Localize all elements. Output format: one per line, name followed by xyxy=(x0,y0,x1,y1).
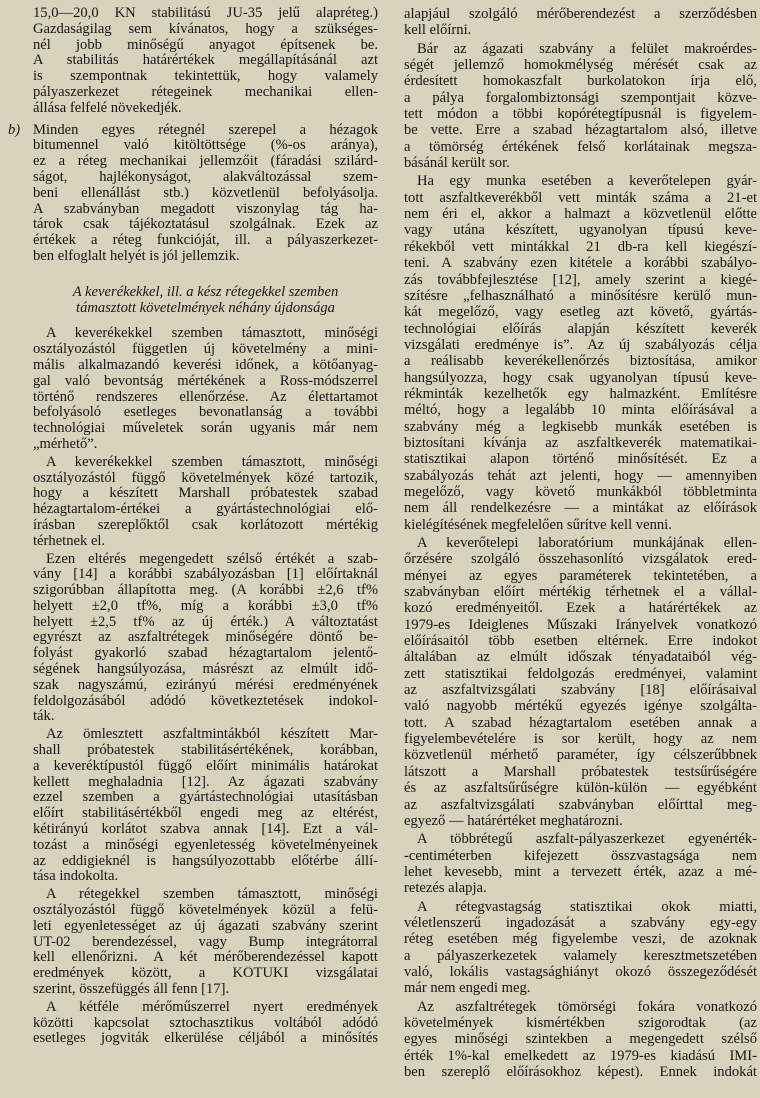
text-line: A keverékekkel szemben támasztott, minőségi xyxy=(46,454,378,470)
text-line: a reálisabb keverékellenőrzés biztosítása, amikor xyxy=(404,353,757,370)
text-line: shall próbatestek stabilitásértékének, korábban, xyxy=(33,743,378,759)
text-line: folyást gyakorló szabad hézagtartalom jelentő- xyxy=(33,646,378,662)
text-line: teni. A szabvány ezen kitétele a korábbi szabályo- xyxy=(404,255,757,272)
text-line: szerint, összefüggés áll fenn [17]. xyxy=(33,982,230,998)
text-line: egyes minőségi szintekben a megengedett szélső xyxy=(404,1031,757,1048)
paragraph xyxy=(33,1000,378,1047)
text-line: biztosítani kívánja az aszfaltkeverék matematikai- xyxy=(404,434,757,451)
text-line: lehet kevesebb, mint a tervezett érték, azaz a mé- xyxy=(404,863,757,880)
text-line: látszott a Marshall próbatestek testsűrűségére xyxy=(404,763,757,780)
text-line: előírt stabilitásértékből engedi meg az eltérést, xyxy=(33,806,378,822)
text-line: szabványban előírt mértékig térhetnek el a vállal- xyxy=(404,584,757,601)
text-line: alapjául szolgáló mérőberendezést a szerződésben xyxy=(404,6,757,22)
paragraph xyxy=(404,535,757,829)
text-line: A keverékekkel szemben támasztott, minőségi xyxy=(46,326,378,342)
list-item xyxy=(8,121,378,265)
paragraph xyxy=(404,899,757,997)
text-line: nél jobb minőségű anyagot építsenek be. xyxy=(33,37,378,53)
text-line: szabvány még a legkisebb munkák esetében is xyxy=(404,418,757,435)
text-line: leti egyenletességet az új ágazati szabvány szerint xyxy=(33,918,378,934)
text-line: zás továbbfejlesztése [12], amely szerint a kiegé- xyxy=(404,271,757,288)
text-line: pályaszerkezet rétegeinek mechanikai ellen- xyxy=(33,84,378,100)
text-line: osztályozástól független új követelmény a mini- xyxy=(33,342,378,358)
text-line: Ha egy munka esetében a keverőtelepen gyár- xyxy=(417,173,757,190)
text-line: ezzel szemben a gyártástechnológiai utasításban xyxy=(33,790,378,806)
text-line: méltó, hogy a legalább 10 minta előírásával a xyxy=(404,402,757,419)
text-line: nem éri el, akkor a halmazt a közvetlenül előtte xyxy=(404,206,757,223)
text-line: 15,0—20,0 KN stabilitású JU-35 jelű alapréteg.) xyxy=(33,6,378,21)
text-line: már nem engedi meg. xyxy=(404,980,531,997)
text-line: tása indokolta. xyxy=(33,869,119,885)
text-line: ményei az egyes paraméterek tekintetében, a xyxy=(404,567,757,584)
text-line: bitumennel való kitöltöttsége (%-os aránya), xyxy=(33,138,378,154)
text-line: követelmények kismértékben szigorodtak (az xyxy=(404,1014,757,1031)
text-line: a keveréktípustól függő előírt minimális határokat xyxy=(33,758,378,774)
text-line: befolyásoló esetleges bevonatlanság a további xyxy=(33,405,378,421)
text-line: retezés alapja. xyxy=(404,880,487,897)
text-line: a tömörség értékének felső korlátainak megsza- xyxy=(404,138,757,155)
text-line: A rétegvastagság statisztikai okok miatti, xyxy=(417,898,757,915)
text-line: vagy utána készített, ugyanolyan típusú keve- xyxy=(404,222,757,239)
text-line: előírásaitól több esetben eltérnek. Erre indokot xyxy=(404,633,757,650)
text-line: UT-02 berendezéssel, vagy Bump integrátorral xyxy=(33,934,378,950)
text-line: básánál került sor. xyxy=(404,155,510,172)
text-line: szabályozás tehát azt jelenti, hogy — amennyiben xyxy=(404,467,757,484)
paragraph xyxy=(33,887,378,998)
text-line: érdesített homokaszfalt burkolatokon írja elő, xyxy=(404,73,757,90)
paragraph xyxy=(404,831,757,896)
paragraph xyxy=(33,727,378,885)
text-line: rékminták kezelhetők egy halmazként. Említésre xyxy=(404,385,757,402)
text-line: A keverőtelepi laboratórium munkájának ellen- xyxy=(417,535,757,551)
text-line: 1979-es Ideiglenes Műszaki Irányelvek vonatkozó xyxy=(404,616,757,633)
paragraph xyxy=(33,6,378,117)
paragraph xyxy=(33,326,378,452)
text-line: az aszfaltvizsgálati szabvány [18] előírásaival xyxy=(404,682,757,699)
text-line: réteg esetében még figyelembe veszi, de azoknak xyxy=(404,931,757,948)
text-line: nem áll rendelkezésre — a mintákat az előírások xyxy=(404,500,757,517)
text-line: a pályaszerkezetek valamely keresztmetszetében xyxy=(404,947,757,964)
text-line: -centiméterben kifejezett összvastagsága nem xyxy=(404,847,757,864)
text-line: az aszfaltvizsgálati szabványban előírttal meg- xyxy=(404,796,757,813)
text-line: Az aszfaltrétegek tömörségi fokára vonatkozó xyxy=(417,998,757,1015)
text-line: és az aszfaltsűrűségre külön-külön — egyébként xyxy=(404,780,757,797)
text-line: hézagtartalom-értékei a gyártástechnológiai elő- xyxy=(33,502,378,518)
text-line: esetleges jogviták elkerülése céljából a minősítés xyxy=(33,1031,378,1047)
text-line: technológiai műveletek során ugyanis már nem xyxy=(33,421,378,437)
text-line: statisztikai alapon történő minősítését. Ez a xyxy=(404,451,757,468)
text-line: szigorúbban állapította meg. (A korábbi ±2,6 tf% xyxy=(33,583,378,599)
text-line: beni ellenállást stb.) közvetlenül befolyásolja. xyxy=(33,185,378,201)
text-line: írásban szereplőktől csak korlátozott mértékig xyxy=(33,517,378,533)
text-line: A keverékekkel, ill. a kész rétegekkel szemben xyxy=(72,284,339,300)
text-line: A rétegekkel szemben támasztott, minőségi xyxy=(46,887,378,903)
text-line: tott aszfaltkeverékből vett minták száma a 21-et xyxy=(404,189,757,206)
text-line: kát megelőző, vagy esetleg azt követő, gyártás- xyxy=(404,304,757,321)
text-line: ben elfoglalt helyét is jól jellemzik. xyxy=(33,248,240,264)
text-line: megelőző, vagy követő munkákból többletminta xyxy=(404,483,757,500)
left-column xyxy=(8,6,378,1047)
text-line: feldolgozásából adódó következtetések indokol- xyxy=(33,693,378,709)
text-line: „mérhető”. xyxy=(33,436,98,452)
text-line: érték 1%-kal emelkedett az 1979-es kiadású IMI- xyxy=(404,1047,757,1064)
text-line: A szabványban megadott viszonylag tág ha- xyxy=(33,201,378,217)
text-line: értékek a réteg funkcióját, ill. a pályaszerkezet- xyxy=(33,233,378,249)
text-line: eredmények között, a KÖTUKI vizsgálatai xyxy=(33,966,378,982)
right-column xyxy=(404,6,757,1080)
text-line: hogy a készített Marshall próbatestek szabad xyxy=(33,486,378,502)
text-line: egyező — határértéket meghatározni. xyxy=(404,812,623,829)
text-line: őrzésére szolgáló összehasonlító vizsgálatok ered- xyxy=(404,551,757,568)
text-line: Bár az ágazati szabvány a felület makroérdes- xyxy=(417,40,757,57)
text-line: való, lokális vastagsághiányt okozó összegeződését xyxy=(404,963,757,980)
text-line: ságot, hajlékonyságot, alakváltozással szem- xyxy=(33,169,378,185)
text-line: rékekből vett mintákkal 21 db-ra kell kiegészí- xyxy=(404,238,757,255)
text-line: A stabilitás határértékek megállapításánál azt xyxy=(33,53,378,69)
text-line: is szempontnak tekintettük, hogy valamely xyxy=(33,69,378,85)
text-line: technológiai előírás alapján készített keverék xyxy=(404,320,757,337)
text-line: tozást a minőségi egyenletesség követelményeinek xyxy=(33,837,378,853)
text-line: szítésre „felhasználható a minősítésre kerülő mun- xyxy=(404,287,757,304)
text-line: ez a réteg mechanikai jellemzőit (fáradási szilárd- xyxy=(33,154,378,170)
text-line: Gazdaságilag sem kívánatos, hogy a szükséges- xyxy=(33,21,378,37)
paragraph xyxy=(404,173,757,533)
text-line: kellett meghaladnia [12]. Az ágazati szabvány xyxy=(33,774,378,790)
text-line: egyrészt az aszfaltrétegek minőségére döntő be- xyxy=(33,630,378,646)
text-line: vizsgálati eredménye is”. Az új szabályozás célja xyxy=(404,336,757,353)
text-line: tárok csak tájékoztatásul szolgálnak. Ezek az xyxy=(33,217,378,233)
text-line: térhetnek el. xyxy=(33,533,106,549)
text-line: közötti kapcsolat sztochasztikus voltából adódó xyxy=(33,1015,378,1031)
text-line: ben szereplő előírásokhoz képest). Ennek indokát xyxy=(404,1064,757,1080)
text-line: osztályozástól függő követelmények közé tartozik, xyxy=(33,470,378,486)
paragraph xyxy=(33,455,378,550)
text-line: be vette. Erre a szabad hézagtartalom alsó, illetve xyxy=(404,122,757,139)
text-line: ségét jellemző homokmélység mérését csak az xyxy=(404,57,757,74)
text-line: szak nagyszámú, ezirányú mérési eredményének xyxy=(33,677,378,693)
text-line: a pálya forgalombiztonsági szempontjait közve- xyxy=(404,89,757,106)
text-line: kielégítésének megfelelően sűrítve kell venni. xyxy=(404,516,672,533)
text-line: állása felfelé növekedjék. xyxy=(33,100,182,116)
text-line: tott. A szabad hézagtartalom esetében annak a xyxy=(404,714,757,731)
text-line: kell ellenőrizni. A két mérőberendezéssel kapott xyxy=(33,950,378,966)
text-line: helyett ±2,0 tf%, míg a korábbi ±3,0 tf% xyxy=(33,598,378,614)
text-line: mális alkalmazandó keverési időnek, a kötőanyag- xyxy=(33,357,378,373)
text-line: A többrétegű aszfalt-pályaszerkezet egyenérték- xyxy=(417,831,757,848)
text-line: vány [14] a korábbi szabályozásban [1] előírtaknál xyxy=(33,567,378,583)
text-line: kell előírni. xyxy=(404,22,472,39)
text-line: ségének hangsúlyozása, másrészt az elmúlt idő- xyxy=(33,662,378,678)
text-line: való nagyobb mértékű egyezés igénye szolgálta- xyxy=(404,698,757,715)
text-line: Minden egyes rétegnél szerepel a hézagok xyxy=(33,122,378,138)
list-item-label: b) xyxy=(8,121,21,138)
text-line: kétirányú korlátot szabva annak [14]. Ezt a vál- xyxy=(33,822,378,838)
text-line: Ezen eltérés megengedett szélső értékét a szab- xyxy=(46,551,378,567)
text-line: történő rendszeres ellenőrzése. Az élettartamot xyxy=(33,389,378,405)
text-line: gal való bevontság mértékének a Ross-módszerrel xyxy=(33,373,378,389)
text-line: A kétféle mérőműszerrel nyert eredmények xyxy=(46,999,378,1015)
text-line: általában az elmúlt időszak tényadataiból vég- xyxy=(404,649,757,666)
text-line: figyelembevételére is sor került, hogy az nem xyxy=(404,731,757,748)
text-line: véletlenszerű ingadozását a szabvány egy-egy xyxy=(404,914,757,931)
text-line: közvetlenül mérhető paraméter, így célszerűbbnek xyxy=(404,747,757,764)
text-line: osztályozástól függő követelmények közül a felü- xyxy=(33,903,378,919)
text-line: helyett ±2,5 tf% az új érték.) A változtatást xyxy=(33,614,378,630)
text-line: Az ömlesztett aszfaltmintákból készített Mar- xyxy=(46,727,378,743)
text-line: tett módon a többi kopórétegtípusnál is figyelem- xyxy=(404,106,757,123)
paragraph xyxy=(404,999,757,1081)
section-heading xyxy=(33,285,378,317)
paragraph xyxy=(404,6,757,39)
text-line: az eddigieknél is hangsúlyozottabb előtérbe állí- xyxy=(33,853,378,869)
text-line: ták. xyxy=(33,709,55,725)
text-line: hangsúlyozza, hogy csak ugyanolyan típusú keve- xyxy=(404,369,757,386)
text-line: támasztott követelmények néhány újdonsága xyxy=(76,300,335,316)
paragraph xyxy=(404,41,757,172)
paragraph xyxy=(33,552,378,726)
text-line: kozó eredményeitől. Ezek a határértékek az xyxy=(404,600,757,617)
text-line: zett statisztikai feldolgozás eredményei, valamint xyxy=(404,665,757,682)
